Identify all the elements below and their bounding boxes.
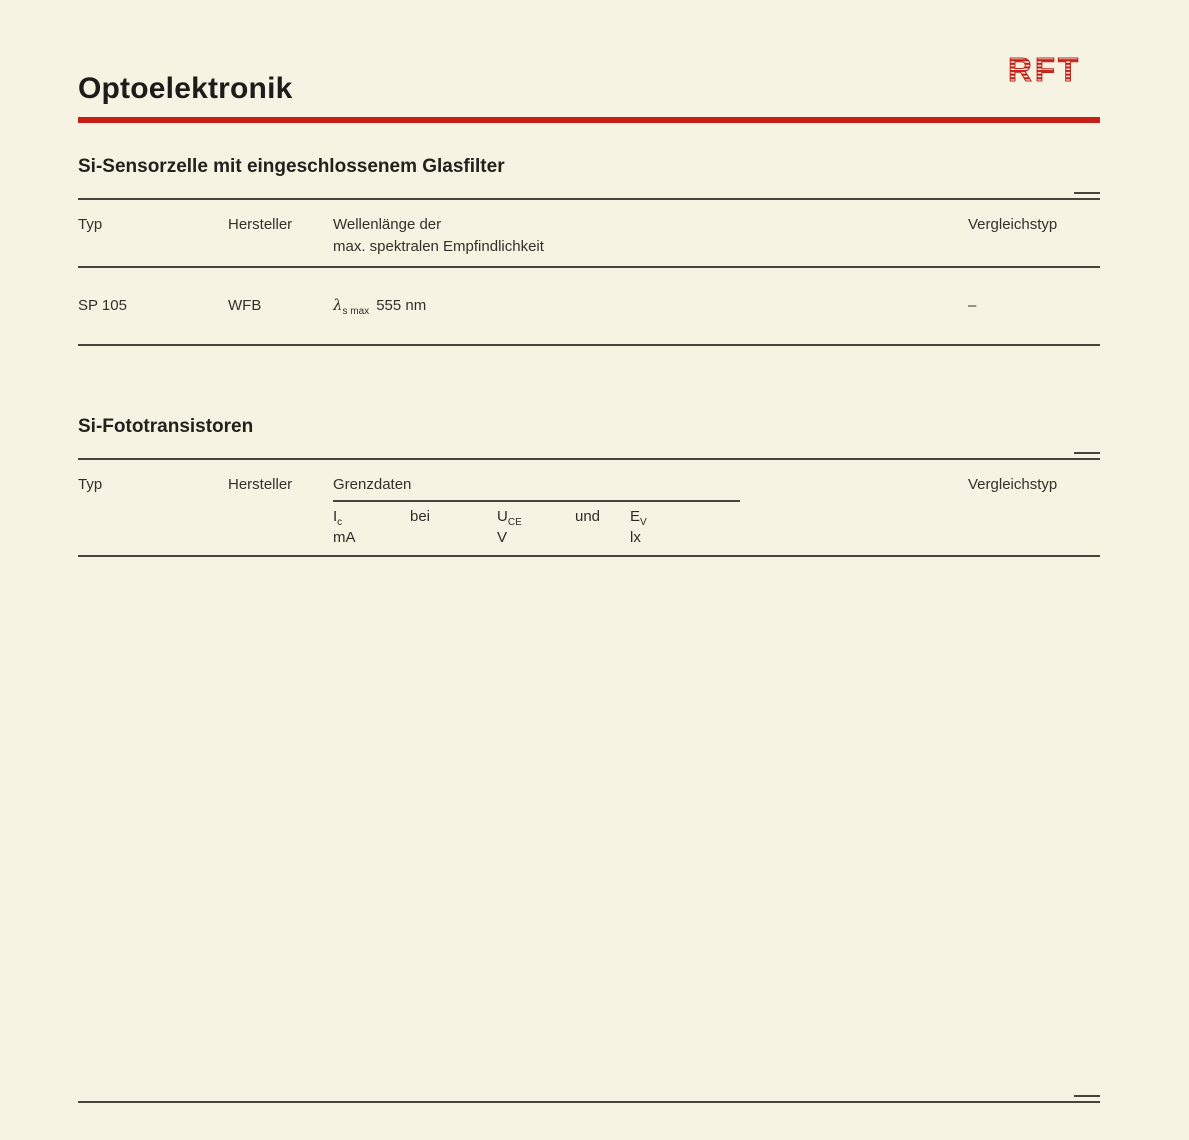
grenzdaten-underline [333, 500, 740, 502]
cell-wellenlaenge [333, 295, 968, 316]
wellenlaenge-line1: Wellenlänge der [333, 216, 442, 233]
table-row [78, 268, 1100, 344]
und-label: und [575, 508, 601, 525]
subcolumn-und [575, 506, 630, 548]
rft-logo-text: RFT [1008, 52, 1082, 88]
table-rule [78, 266, 1100, 268]
sensor-section [78, 156, 1100, 346]
column-header-typ: Typ [78, 216, 103, 233]
unit-lx: lx [630, 529, 641, 546]
column-header-vergleichstyp: Vergleichstyp [968, 216, 1058, 233]
sensor-section-heading: Si-Sensorzelle mit eingeschlossenem Glasfilter [78, 156, 505, 177]
uce-symbol: $U_{CE}$ [497, 508, 522, 528]
unit-ma: mA [333, 529, 356, 546]
subcolumn-ic [333, 506, 497, 548]
cell-vergleichstyp: – [968, 297, 977, 314]
rft-logo [1006, 52, 1102, 88]
lambda-subscript: s max [342, 306, 370, 317]
sensor-table-header [78, 200, 1100, 266]
column-header-grenzdaten: Grenzdaten [333, 476, 412, 493]
fototransistor-section-heading: Si-Fototransistoren [78, 416, 254, 437]
page-bottom-rule [78, 1101, 1100, 1103]
table-rule [78, 458, 1100, 460]
table-rule [78, 344, 1100, 346]
column-header-typ: Typ [78, 476, 103, 493]
bei-label: bei [410, 508, 431, 525]
ic-symbol: $I_c$ [333, 508, 343, 528]
fototransistor-section [78, 416, 1100, 581]
title-red-rule [78, 117, 1100, 123]
wellenlaenge-line2: max. spektralen Empfindlichkeit [333, 238, 544, 255]
subcolumn-uce [497, 506, 575, 548]
table-rule [78, 198, 1100, 200]
unit-v: V [497, 529, 508, 546]
fototransistor-table-header [78, 460, 1100, 495]
lambda-symbol: λ [333, 296, 343, 314]
cell-hersteller: WFB [228, 297, 262, 314]
lambda-value: 555 nm [376, 297, 427, 314]
page-title: Optoelektronik [78, 72, 293, 105]
fototransistor-table-subheader [78, 506, 1100, 548]
table-rule [78, 555, 1100, 557]
column-header-hersteller: Hersteller [228, 476, 293, 493]
column-header-hersteller: Hersteller [228, 216, 293, 233]
cell-typ: SP 105 [78, 297, 127, 314]
column-header-vergleichstyp: Vergleichstyp [968, 476, 1058, 493]
rft-logo-graphic [1006, 52, 1102, 88]
ev-symbol: $E_V$ [630, 508, 647, 528]
subcolumn-ev [630, 506, 968, 548]
column-header-wellenlaenge [333, 214, 968, 258]
